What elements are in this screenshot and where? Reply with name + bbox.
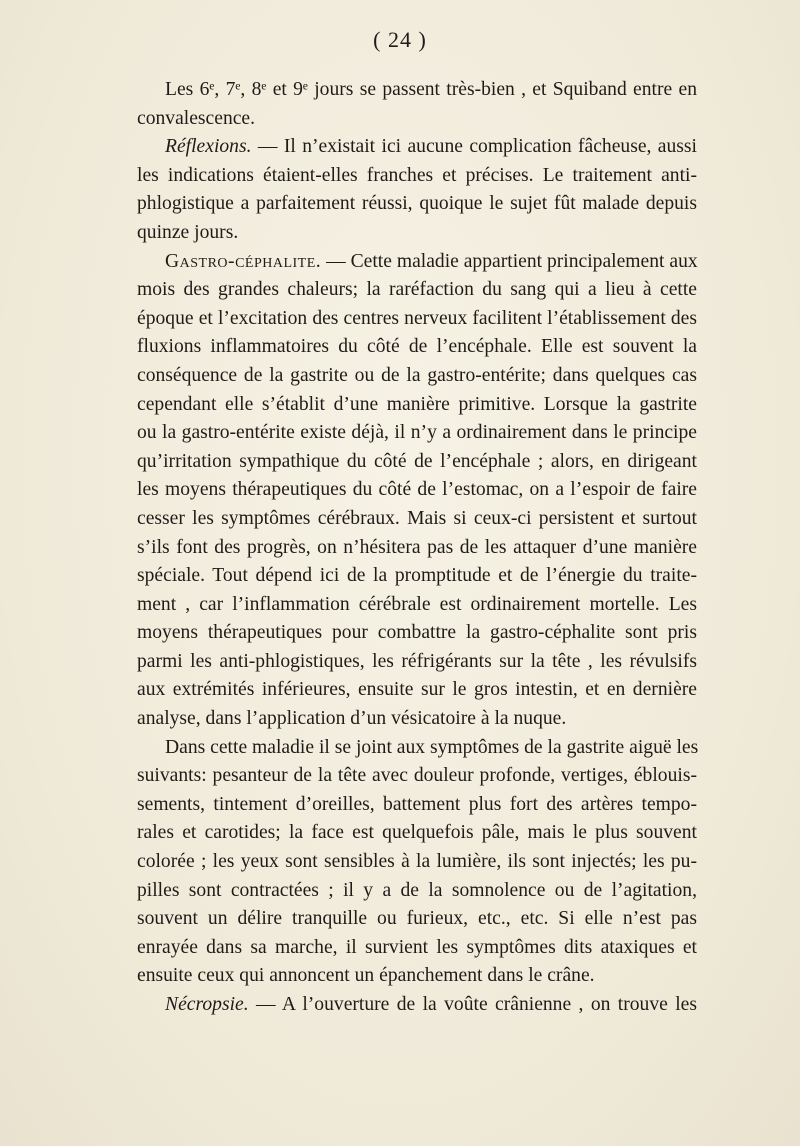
text-line (137, 248, 697, 277)
text-line (137, 333, 697, 362)
line-text: cesser les symptômes cérébraux. Mais si ceux-ci persistent et surtout (137, 507, 697, 529)
line-text: aux extrémités inférieures, ensuite sur le gros intestin, et en dernière (137, 679, 697, 701)
line-text: Les 6ᵉ, 7ᵉ, 8ᵉ et 9ᵉ jours se passent très-bien , et Squiband entre en (165, 79, 697, 100)
line-text: suivants: pesanteur de la tête avec douleur profonde, vertiges, éblouis- (137, 765, 697, 787)
line-text: pilles sont contractées ; il y a de la somnolence ou de l’agitation, (137, 879, 697, 901)
text-line (137, 105, 697, 134)
text-line (137, 705, 697, 734)
page-number: ( 24 ) (373, 27, 427, 52)
line-text: parmi les anti-phlogistiques, les réfrigérants sur la tête , les révulsifs (137, 650, 697, 672)
line-text: les indications étaient-elles franches et précises. Le traitement anti- (137, 164, 697, 186)
text-line (137, 934, 697, 963)
text-line (137, 162, 697, 191)
line-text: analyse, dans l’application d’un vésicatoire à la nuque. (137, 708, 567, 730)
line-text: conséquence de la gastrite ou de la gastro-entérite; dans quelques cas (137, 364, 697, 386)
line-text: sements, tintement d’oreilles, battement plus fort des artères tempo- (137, 793, 697, 815)
text-line (137, 819, 697, 848)
line-text: enrayée dans sa marche, il survient les symptômes dits ataxiques et (137, 936, 697, 958)
line-text: colorée ; les yeux sont sensibles à la lumière, ils sont injectés; les pu- (137, 851, 697, 873)
line-text: — Cette maladie appartient principalement aux (321, 250, 698, 272)
line-text: fluxions inflammatoires du côté de l’encéphale. Elle est souvent la (137, 336, 697, 358)
text-line (137, 877, 697, 906)
line-text: Dans cette maladie il se joint aux symptômes de la gastrite aiguë les (165, 736, 699, 758)
text-line (137, 991, 697, 1020)
line-text: convalescence. (137, 107, 256, 129)
line-text: spéciale. Tout dépend ici de la promptitude et de l’énergie du traite- (137, 565, 697, 587)
text-line (137, 133, 697, 162)
text-line (137, 619, 697, 648)
text-line (137, 562, 697, 591)
section-heading: Gastro-céphalite. (165, 250, 322, 272)
text-line (137, 448, 697, 477)
line-text: rales et carotides; la face est quelquefois pâle, mais le plus souvent (137, 822, 697, 844)
text-line (137, 76, 697, 105)
line-text: s’ils font des progrès, on n’hésitera pas de les attaquer d’une manière (137, 536, 697, 558)
text-line (137, 848, 697, 877)
line-text: époque et l’excitation des centres nerveux facilitent l’établissement des (137, 307, 697, 329)
line-text: cependant elle s’établit d’une manière primitive. Lorsque la gastrite (137, 393, 697, 415)
text-line (137, 534, 697, 563)
line-text: — Il n’existait ici aucune complication fâcheuse, aussi (251, 136, 697, 158)
line-text: souvent un délire tranquille ou furieux, etc., etc. Si elle n’est pas (137, 908, 697, 930)
text-line (137, 591, 697, 620)
line-text: les moyens thérapeutiques du côté de l’estomac, on a l’espoir de faire (137, 479, 697, 501)
text-line (137, 962, 697, 991)
line-text: quinze jours. (137, 221, 239, 243)
text-line (137, 791, 697, 820)
text-line (137, 391, 697, 420)
text-line (137, 476, 697, 505)
text-line (137, 419, 697, 448)
line-text: phlogistique a parfaitement réussi, quoique le sujet fût malade depuis (137, 193, 697, 215)
text-line (137, 648, 697, 677)
text-line (137, 190, 697, 219)
text-line (137, 362, 697, 391)
line-text: qu’irritation sympathique du côté de l’encéphale ; alors, en dirigeant (137, 450, 697, 472)
text-line (137, 734, 697, 763)
text-line (137, 305, 697, 334)
text-line (137, 762, 697, 791)
text-line (137, 505, 697, 534)
line-text: mois des grandes chaleurs; la raréfaction du sang qui a lieu à cette (137, 279, 697, 301)
section-heading: Réflexions. (165, 136, 252, 158)
line-text: ment , car l’inflammation cérébrale est ordinairement mortelle. Les (137, 593, 697, 615)
line-text: ou la gastro-entérite existe déjà, il n’y a ordinairement dans le principe (137, 422, 697, 444)
section-heading: Nécropsie. (165, 994, 249, 1015)
text-line (137, 905, 697, 934)
text-line (137, 276, 697, 305)
text-line (137, 219, 697, 248)
line-text: — A l’ouverture de la voûte crânienne , on trouve les (248, 994, 697, 1015)
line-text: moyens thérapeutiques pour combattre la gastro-céphalite sont pris (137, 622, 697, 644)
body-text (137, 76, 697, 1020)
line-text: ensuite ceux qui annoncent un épanchement dans le crâne. (137, 965, 595, 987)
text-line (137, 676, 697, 705)
